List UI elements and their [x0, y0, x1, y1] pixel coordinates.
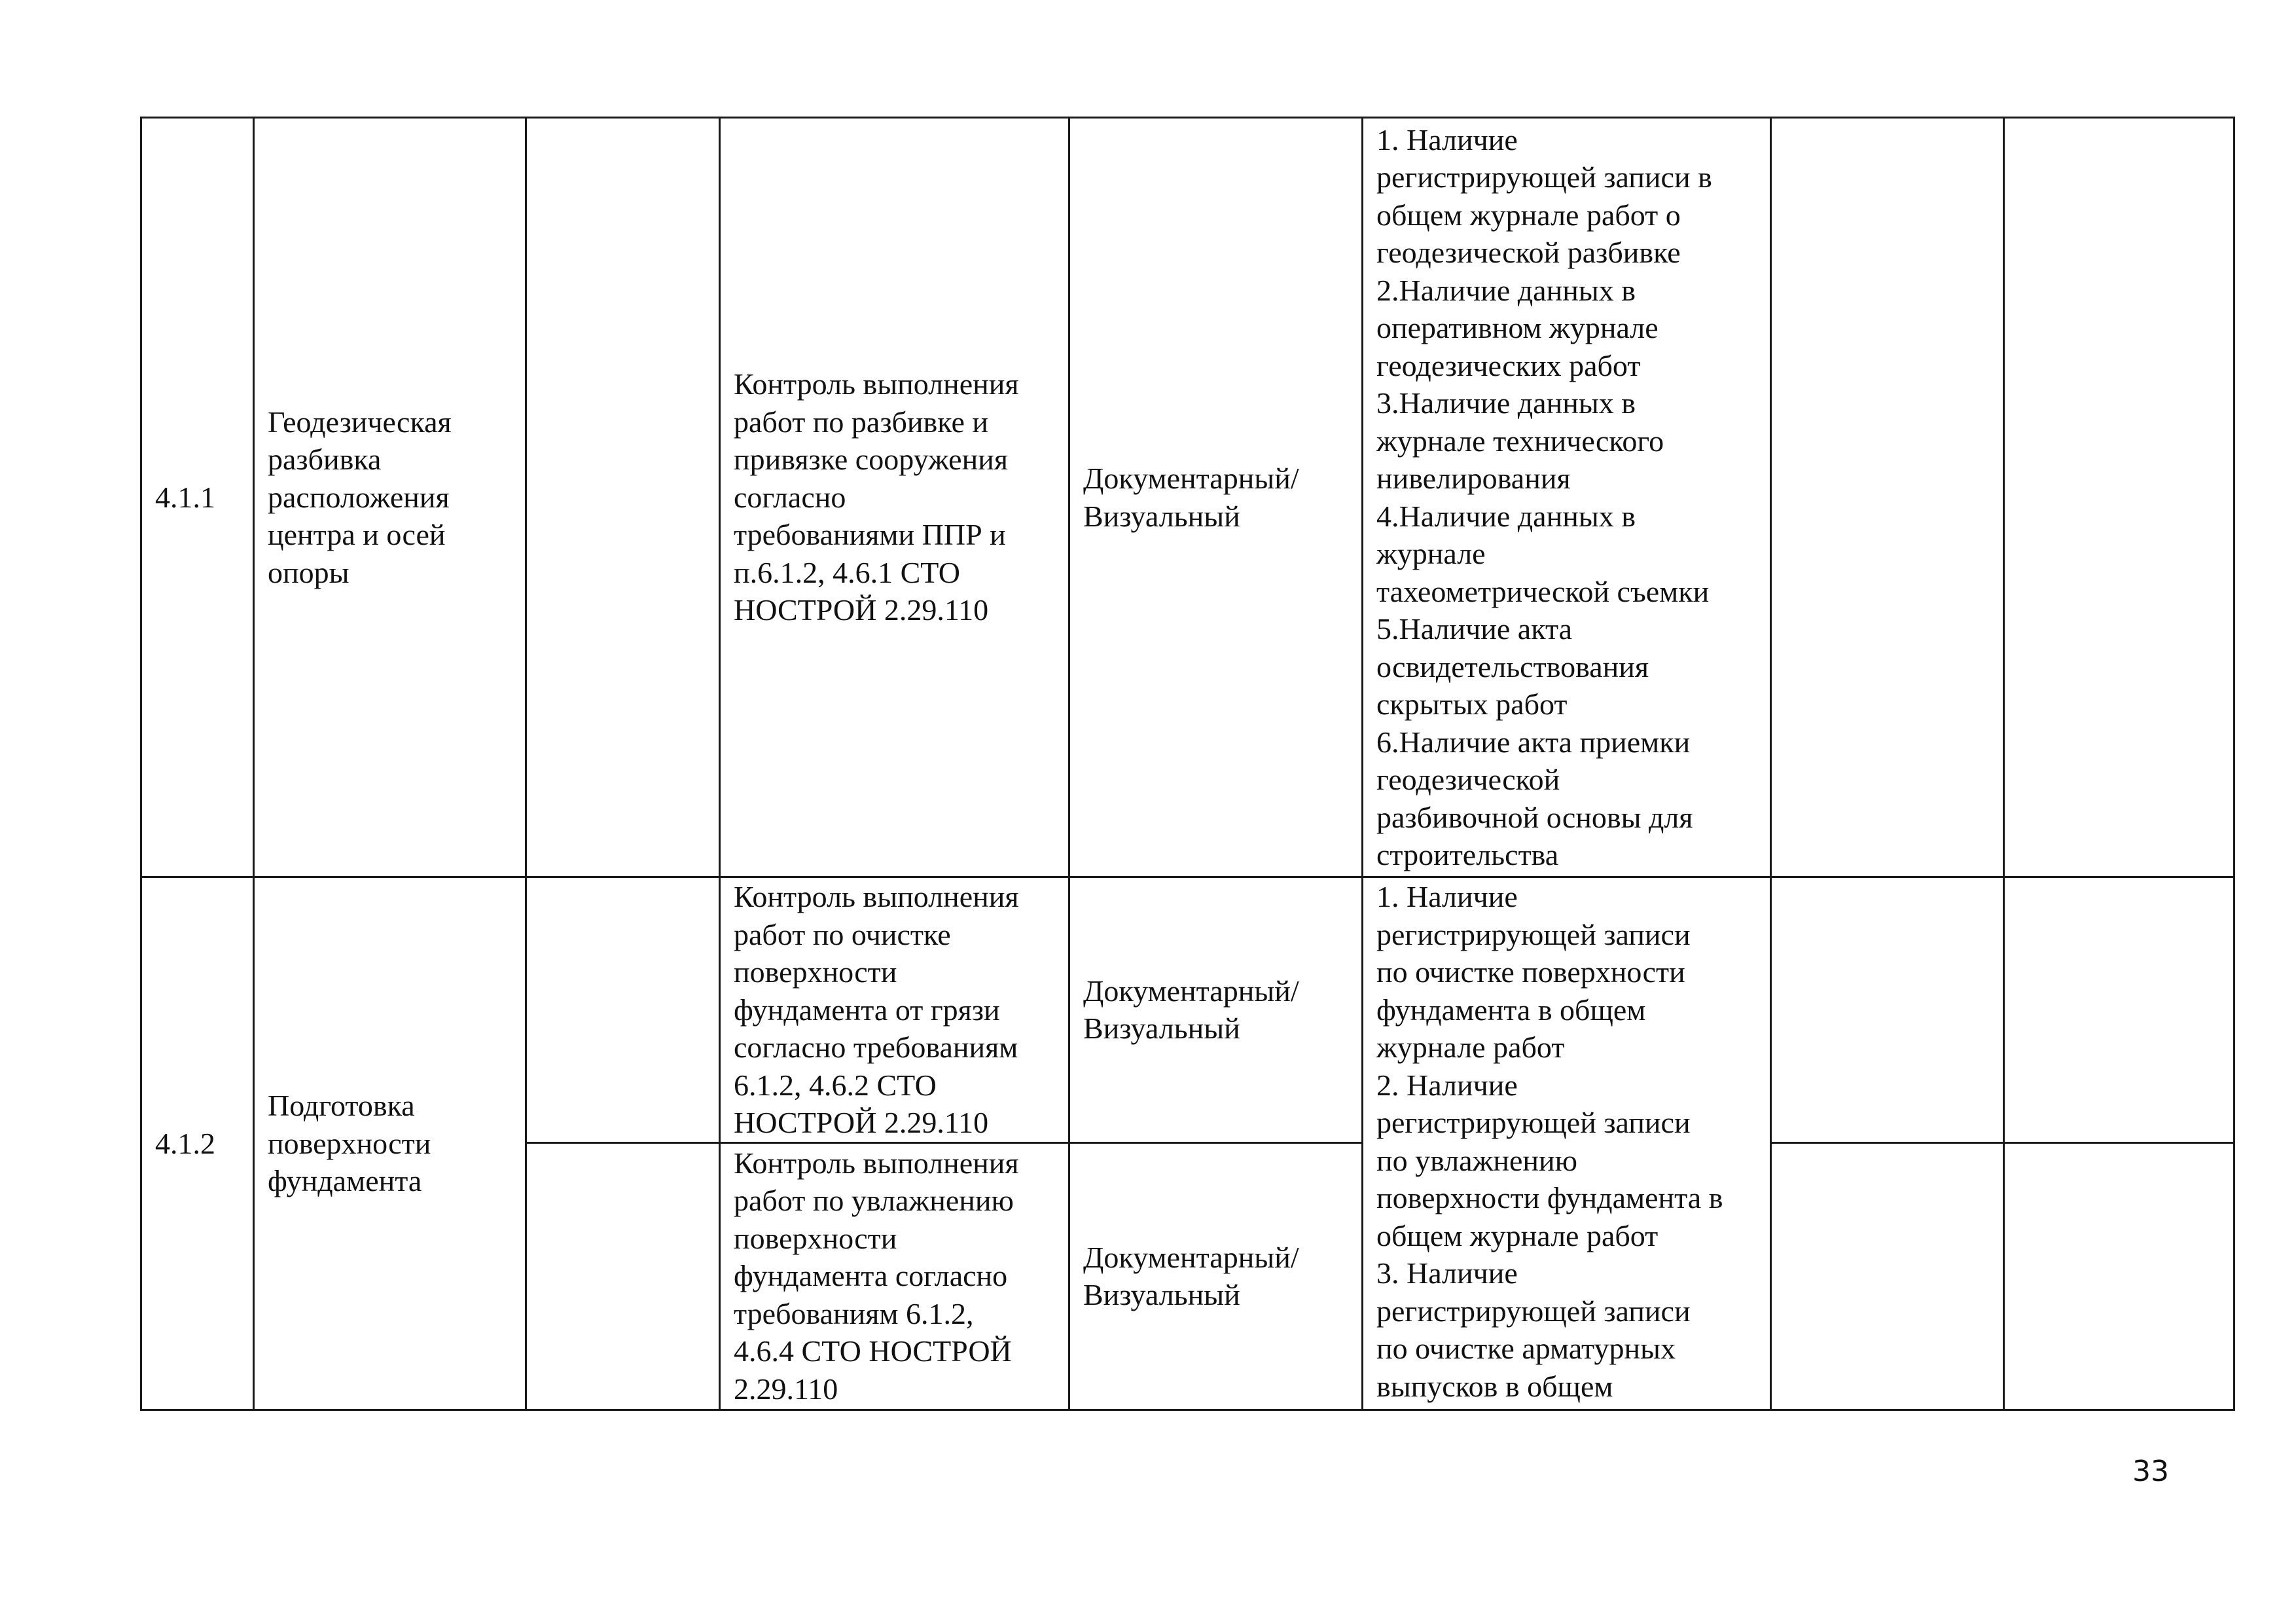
control-method-text: Документарный/ Визуальный — [1083, 1240, 1299, 1311]
control-method-cell — [1069, 1142, 1363, 1410]
control-method-cell — [1069, 118, 1363, 877]
control-method-text: Документарный/ Визуальный — [1083, 974, 1299, 1046]
control-description-cell — [720, 877, 1069, 1143]
control-description-cell — [720, 1142, 1069, 1410]
empty-cell — [1771, 877, 2004, 1143]
empty-cell — [1771, 1142, 2004, 1410]
requirements-text: 1. Наличие регистрирующей записи по очистке поверхности фундамента в общем журнале работ 2. Наличие регистрирующей записи по увлажнению поверхности фундамента в общем журнале работ 3. Наличие регистрирующей записи по очистке арматурных выпусков в общем — [1376, 880, 1723, 1403]
requirements-cell — [1363, 877, 1771, 1410]
control-description-text: Контроль выполнения работ по увлажнению поверхности фундамента согласно требованиям 6.1.2, 4.6.4 СТО НОСТРОЙ 2.29.110 — [734, 1146, 1019, 1406]
table-row — [141, 877, 2234, 1143]
stage-name-text: Геодезическая разбивка расположения центра и осей опоры — [268, 405, 452, 589]
page-number: 33 — [2132, 1455, 2169, 1488]
quality-control-table — [140, 117, 2235, 1411]
empty-cell — [2004, 877, 2234, 1143]
empty-cell — [2004, 118, 2234, 877]
empty-cell — [1771, 118, 2004, 877]
stage-name-cell — [254, 877, 526, 1410]
empty-cell — [526, 118, 720, 877]
row-number-cell: 4.1.1 — [141, 118, 254, 877]
requirements-text: 1. Наличие регистрирующей записи в общем журнале работ о геодезической разбивке 2.Наличие данных в оперативном журнале геодезических работ 3.Наличие данных в журнале технического нивелирования 4.Наличие данных в журнале тахеометрической съемки 5.Наличие акта освидетельствования скрытых работ 6.Наличие акта приемки геодезической разбивочной основы для строительства — [1376, 122, 1712, 871]
control-description-text: Контроль выполнения работ по очистке поверхности фундамента от грязи согласно требованиям 6.1.2, 4.6.2 СТО НОСТРОЙ 2.29.110 — [734, 880, 1019, 1139]
stage-name-cell — [254, 118, 526, 877]
control-method-text: Документарный/ Визуальный — [1083, 462, 1299, 533]
requirements-cell — [1363, 118, 1771, 877]
table-row — [141, 118, 2234, 877]
empty-cell — [526, 1142, 720, 1410]
control-description-text: Контроль выполнения работ по разбивке и привязке сооружения согласно требованиями ППР и п.6.1.2, 4.6.1 СТО НОСТРОЙ 2.29.110 — [734, 367, 1019, 627]
row-number-cell: 4.1.2 — [141, 877, 254, 1410]
control-method-cell — [1069, 877, 1363, 1143]
empty-cell — [2004, 1142, 2234, 1410]
control-description-cell — [720, 118, 1069, 877]
stage-name-text: Подготовка поверхности фундамента — [268, 1089, 431, 1197]
empty-cell — [526, 877, 720, 1143]
